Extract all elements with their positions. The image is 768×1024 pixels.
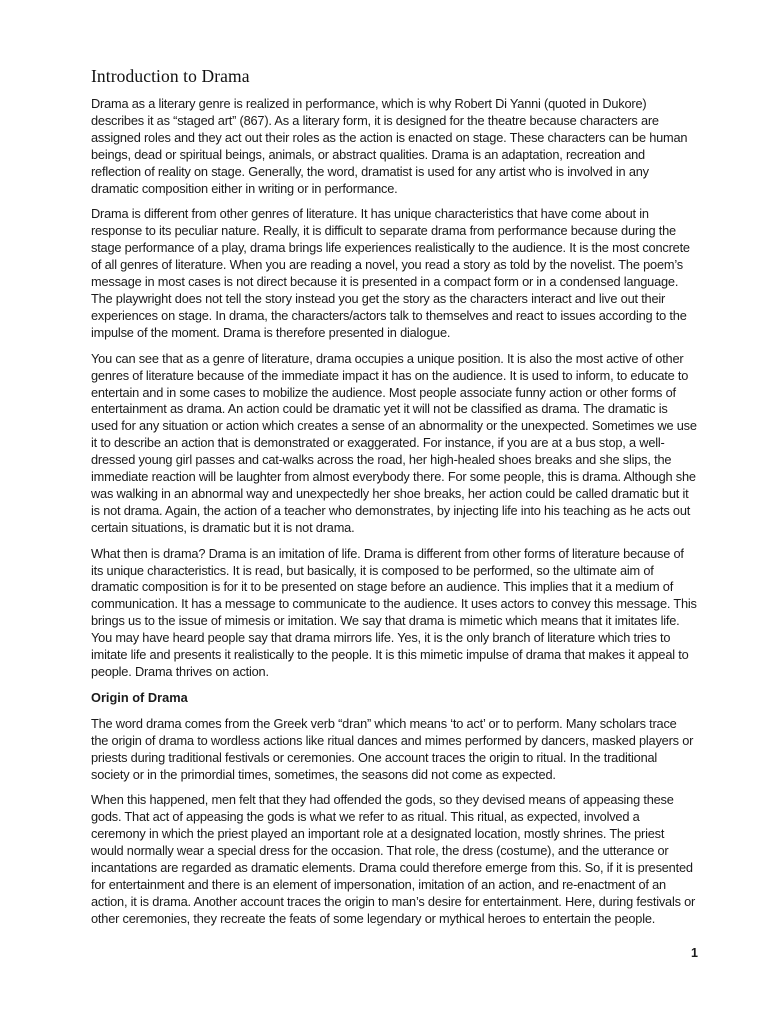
paragraph: Drama as a literary genre is realized in performance, which is why Robert Di Yanni (quoted in Dukore) describes it as “staged art” (867). As a literary form, it is designed for the theatre because characters are assigned roles and they act out their roles as the action is enacted on stage. These characters can be human beings, dead or spiritual beings, animals, or abstract qualities. Drama is an adaptation, recreation and reflection of reality on stage. Generally, the word, dramatist is used for any artist who is involved in any dramatic composition either in writing or in performance. (91, 96, 688, 196)
paragraph: Drama is different from other genres of literature. It has unique characteristics that have come about in response to its peculiar nature. Really, it is difficult to separate drama from performance because during the stage performance of a play, drama brings life experiences realistically to the audience. It is the most concrete of all genres of literature. When you are reading a novel, you read a story as told by the novelist. The poem’s message in most cases is not direct because it is presented in a compact form or in a condensed language. The playwright does not tell the story instead you get the story as the characters interact and live out their experiences on stage. In drama, the characters/actors talk to themselves and react to issues according to the impulse of the moment. Drama is therefore presented in dialogue. (91, 206, 690, 340)
paragraph: What then is drama? Drama is an imitation of life. Drama is different from other forms of literature because of its unique characteristics. It is read, but basically, it is composed to be performed, so the ultimate aim of dramatic composition is for it to be presented on stage before an audience. This implies that it a medium of communication. It has a message to communicate to the audience. It uses actors to convey this message. This brings us to the issue of mimesis or imitation. We say that drama is mimetic which means that it imitates life. You may have heard people say that drama mirrors life. Yes, it is the only branch of literature which tries to imitate life and presents it realistically to the people. It is this mimetic impulse of drama that makes it appeal to people. Drama thrives on action. (91, 545, 697, 679)
paragraph: The word drama comes from the Greek verb “dran” which means ‘to act’ or to perform. Many scholars trace the origin of drama to wordless actions like ritual dances and mimes performed by dancers, masked players or priests during traditional festivals or ceremonies. One account traces the origin to ritual. In the traditional society or in the primordial times, sometimes, the seasons did not come as expected. (91, 715, 694, 782)
document-body (91, 66, 697, 937)
paragraph: You can see that as a genre of literature, drama occupies a unique position. It is also the most active of other genres of literature because of the immediate impact it has on the audience. It is used to inform, to educate to entertain and in some cases to mobilize the audience. Most people associate funny action or other forms of entertainment as drama. An action could be dramatic yet it will not be classified as drama. The dramatic is used for any situation or action which creates a sense of an abnormality or the unexpected. Sometimes we use it to describe an action that is demonstrated or exaggerated. For instance, if you are at a bus stop, a well-dressed young girl passes and cat-walks across the road, her high-healed shoes breaks and she slips, the immediate reaction will be laughter from almost everybody there. For some people, this is drama. Although she was walking in an abnormal way and unexpectedly her shoe breaks, her action could be called dramatic but it is not drama. Again, the action of a teacher who demonstrates, by injecting life into his teaching as he acts out certain situations, is dramatic but it is not drama. (91, 350, 697, 535)
page-number: 1 (691, 946, 698, 960)
section-heading: Origin of Drama (91, 689, 188, 705)
page-title: Introduction to Drama (91, 66, 250, 86)
paragraph: When this happened, men felt that they had offended the gods, so they devised means of appeasing these gods. That act of appeasing the gods is what we refer to as ritual. This ritual, as expected, involved a ceremony in which the priest played an important role at a designated location, mostly shrines. The priest would normally wear a special dress for the occasion. That role, the dress (costume), and the utterance or incantations are regarded as dramatic elements. Drama could therefore emerge from this. So, if it is presented for entertainment and there is an element of impersonation, imitation of an action, and re-enactment of an action, it is drama. Another account traces the origin to man’s desire for entertainment. Here, during festivals or other ceremonies, they recreate the feats of some legendary or mythical heroes to entertain the people. (91, 792, 696, 926)
